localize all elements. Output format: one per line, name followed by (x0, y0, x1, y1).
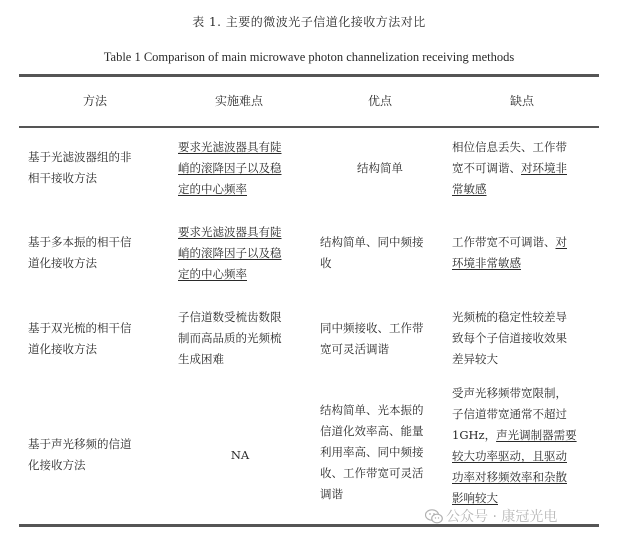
header-method: 方法 (82, 94, 107, 108)
cell-method: 基于双光梳的相干信 道化接收方法 (28, 321, 132, 356)
header-advantage: 优点 (367, 94, 392, 108)
cell-method: 基于声光移频的信道 化接收方法 (28, 437, 132, 472)
watermark-label: 公众号 · 康冠光电 (446, 509, 558, 525)
cell-disadvantage: 光频梳的稳定性较差导 致每个子信道接收效果 差异较大 (452, 310, 567, 366)
top-rule (19, 74, 599, 77)
wechat-icon (425, 509, 443, 528)
cell-difficulty: 子信道数受梳齿数限 制而高品质的光频梳 生成困难 (178, 310, 282, 366)
cell-method: 基于多本振的相干信 道化接收方法 (28, 235, 132, 270)
cell-disadvantage: 工作带宽不可调谐、对 环境非常敏感 (452, 235, 567, 270)
cell-disadvantage: 受声光移频带宽限制， 子信道带宽通常不超过 1GHz，声光调制器需要 较大功率驱动，且驱动 功率对移频效率和杂散 影响较大 (452, 386, 577, 505)
header-rule (19, 126, 599, 128)
cell-difficulty: NA (230, 448, 250, 462)
cell-advantage: 结构简单 (357, 161, 403, 175)
header-disadvantage: 缺点 (509, 94, 534, 108)
cell-advantage: 同中频接收、工作带 宽可灵活调谐 (320, 321, 424, 356)
cell-method: 基于光滤波器组的非 相干接收方法 (28, 150, 132, 185)
cell-difficulty: 要求光滤波器具有陡 峭的滚降因子以及稳 定的中心频率 (178, 225, 282, 281)
table-caption-en: Table 1 Comparison of main microwave photon channelization receiving methods (103, 50, 515, 64)
cell-advantage: 结构简单、同中频接 收 (320, 235, 424, 270)
cell-difficulty: 要求光滤波器具有陡 峭的滚降因子以及稳 定的中心频率 (178, 140, 282, 196)
cell-disadvantage: 相位信息丢失、工作带 宽不可调谐、对环境非 常敏感 (452, 140, 567, 196)
cell-advantage: 结构简单、光本振的 信道化效率高、能量 利用率高、同中频接 收、工作带宽可灵活 调谐 (320, 403, 424, 501)
watermark (425, 506, 557, 528)
table-caption-cn: 表 1. 主要的微波光子信道化接收方法对比 (192, 15, 426, 29)
header-difficulty: 实施难点 (214, 94, 263, 108)
